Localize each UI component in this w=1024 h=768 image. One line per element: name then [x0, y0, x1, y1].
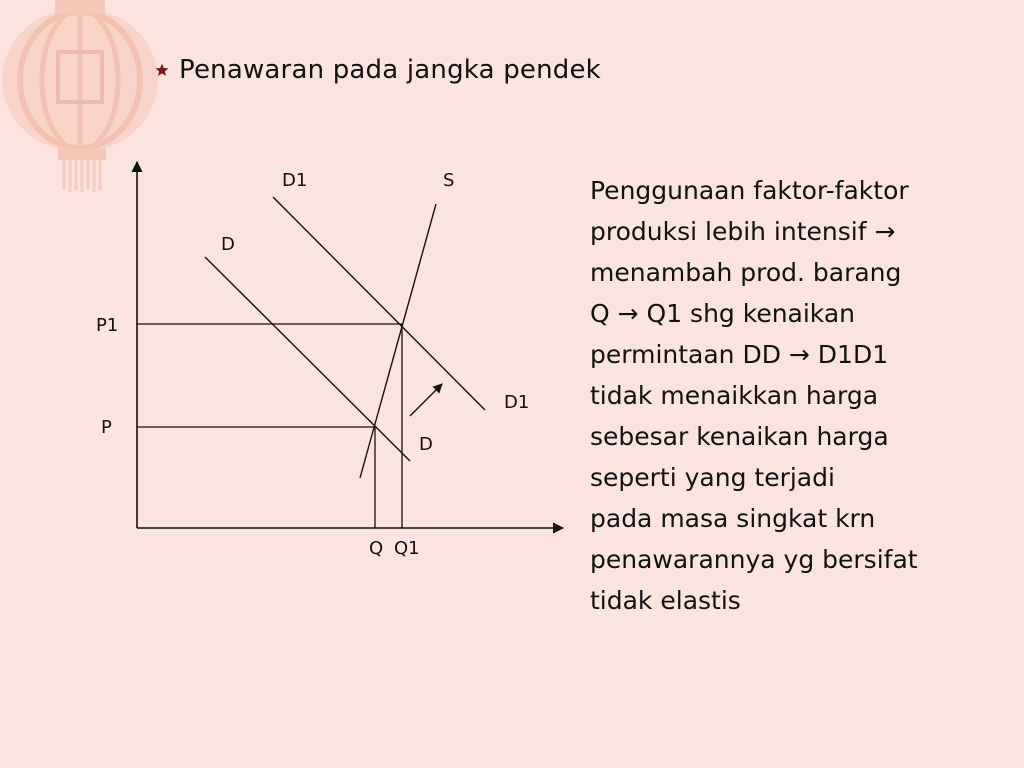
explanation-line: penawarannya yg bersifat — [590, 545, 918, 574]
label-d1-top: D1 — [282, 170, 308, 191]
label-d-top: D — [221, 234, 235, 255]
slide-title-row — [155, 52, 601, 88]
supply-demand-diagram — [60, 150, 580, 570]
explanation-line: Penggunaan faktor-faktor — [590, 176, 909, 205]
explanation-line: menambah prod. barang — [590, 258, 902, 287]
demand-curve-d — [205, 257, 410, 461]
label-p1: P1 — [96, 315, 119, 336]
slide-title: Penawaran pada jangka pendek — [179, 55, 601, 85]
explanation-line: sebesar kenaikan harga — [590, 422, 889, 451]
label-q: Q — [369, 538, 384, 559]
explanation-line: Q → Q1 shg kenaikan — [590, 299, 856, 328]
label-p: P — [101, 417, 112, 438]
explanation-text — [590, 170, 1010, 621]
explanation-line: tidak menaikkan harga — [590, 381, 879, 410]
explanation-line: seperti yang terjadi — [590, 463, 835, 492]
arrow-up-right-icon — [410, 384, 442, 416]
label-q1: Q1 — [394, 538, 420, 559]
explanation-line: pada masa singkat krn — [590, 504, 876, 533]
label-supply: S — [443, 170, 455, 191]
explanation-line: tidak elastis — [590, 586, 741, 615]
explanation-line: produksi lebih intensif → — [590, 217, 896, 246]
label-d1-bottom: D1 — [504, 392, 530, 413]
demand-curve-d1 — [273, 197, 485, 410]
explanation-line: permintaan DD → D1D1 — [590, 340, 889, 369]
label-d-bottom: D — [419, 434, 433, 455]
star-icon — [155, 63, 169, 77]
